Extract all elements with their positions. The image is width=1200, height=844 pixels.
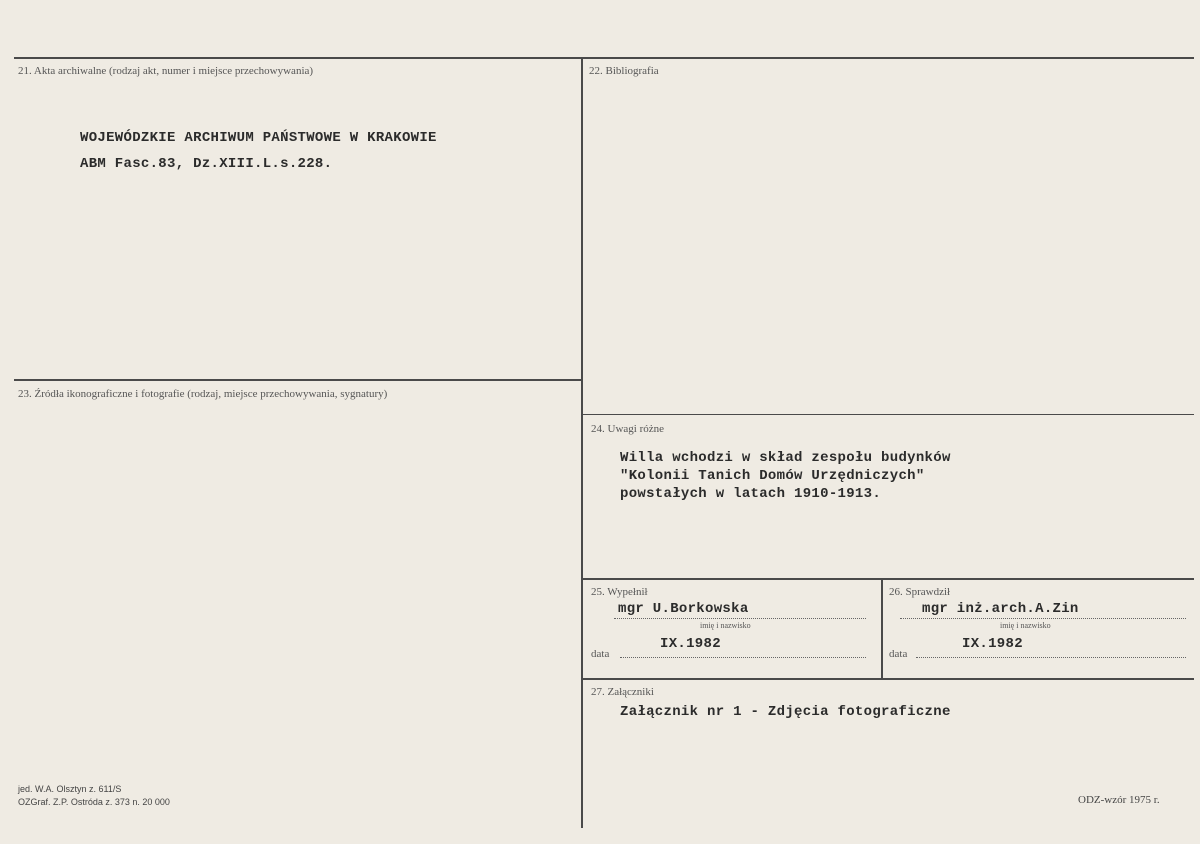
field-23-label: 23. Źródła ikonograficzne i fotografie (rodzaj, miejsce przechowywania, sygnatury) bbox=[18, 388, 388, 400]
field-25-filled-by-name: mgr U.Borkowska bbox=[618, 601, 749, 617]
footer-form-version: ODZ-wzór 1975 r. bbox=[1078, 794, 1160, 806]
right-divider-26-27 bbox=[582, 678, 1194, 680]
right-divider-24-25 bbox=[582, 578, 1194, 580]
field-25-date: IX.1982 bbox=[660, 636, 721, 652]
field-21-archive-name: WOJEWÓDZKIE ARCHIWUM PAŃSTWOWE W KRAKOWIE bbox=[80, 130, 437, 146]
middle-vertical-divider bbox=[581, 58, 583, 828]
field-24-remark-line-3: powstałych w latach 1910-1913. bbox=[620, 486, 882, 502]
field-25-label: 25. Wypełnił bbox=[591, 586, 648, 598]
field-27-attachments: Załącznik nr 1 - Zdjęcia fotograficzne bbox=[620, 704, 951, 720]
field-25-name-caption: imię i nazwisko bbox=[700, 621, 751, 630]
field-26-date-label: data bbox=[889, 648, 908, 660]
field-24-label: 24. Uwagi różne bbox=[591, 423, 665, 435]
field-26-name-line bbox=[900, 618, 1186, 619]
left-horizontal-divider bbox=[14, 379, 582, 381]
field-26-name-caption: imię i nazwisko bbox=[1000, 621, 1051, 630]
field-21-archive-reference: ABM Fasc.83, Dz.XIII.L.s.228. bbox=[80, 156, 333, 172]
field-26-date-line bbox=[916, 657, 1186, 658]
field-25-name-line bbox=[614, 618, 866, 619]
divider-25-26 bbox=[881, 579, 883, 679]
field-24-remark-line-2: "Kolonii Tanich Domów Urzędniczych" bbox=[620, 468, 925, 484]
field-27-label: 27. Załączniki bbox=[591, 686, 654, 698]
field-21-label: 21. Akta archiwalne (rodzaj akt, numer i miejsce przechowywania) bbox=[18, 65, 314, 77]
field-25-date-label: data bbox=[591, 648, 610, 660]
field-26-checked-by-name: mgr inż.arch.A.Zin bbox=[922, 601, 1079, 617]
field-22-label: 22. Bibliografia bbox=[589, 65, 659, 77]
right-divider-22-24 bbox=[582, 414, 1194, 415]
top-border bbox=[14, 57, 1194, 59]
field-24-remark-line-1: Willa wchodzi w skład zespołu budynków bbox=[620, 450, 951, 466]
footer-print-info-line-1: jed. W.A. Olsztyn z. 611/S bbox=[18, 784, 122, 794]
field-26-label: 26. Sprawdził bbox=[889, 586, 951, 598]
field-26-date: IX.1982 bbox=[962, 636, 1023, 652]
field-25-date-line bbox=[620, 657, 866, 658]
footer-print-info-line-2: OZGraf. Z.P. Ostróda z. 373 n. 20 000 bbox=[18, 797, 170, 807]
